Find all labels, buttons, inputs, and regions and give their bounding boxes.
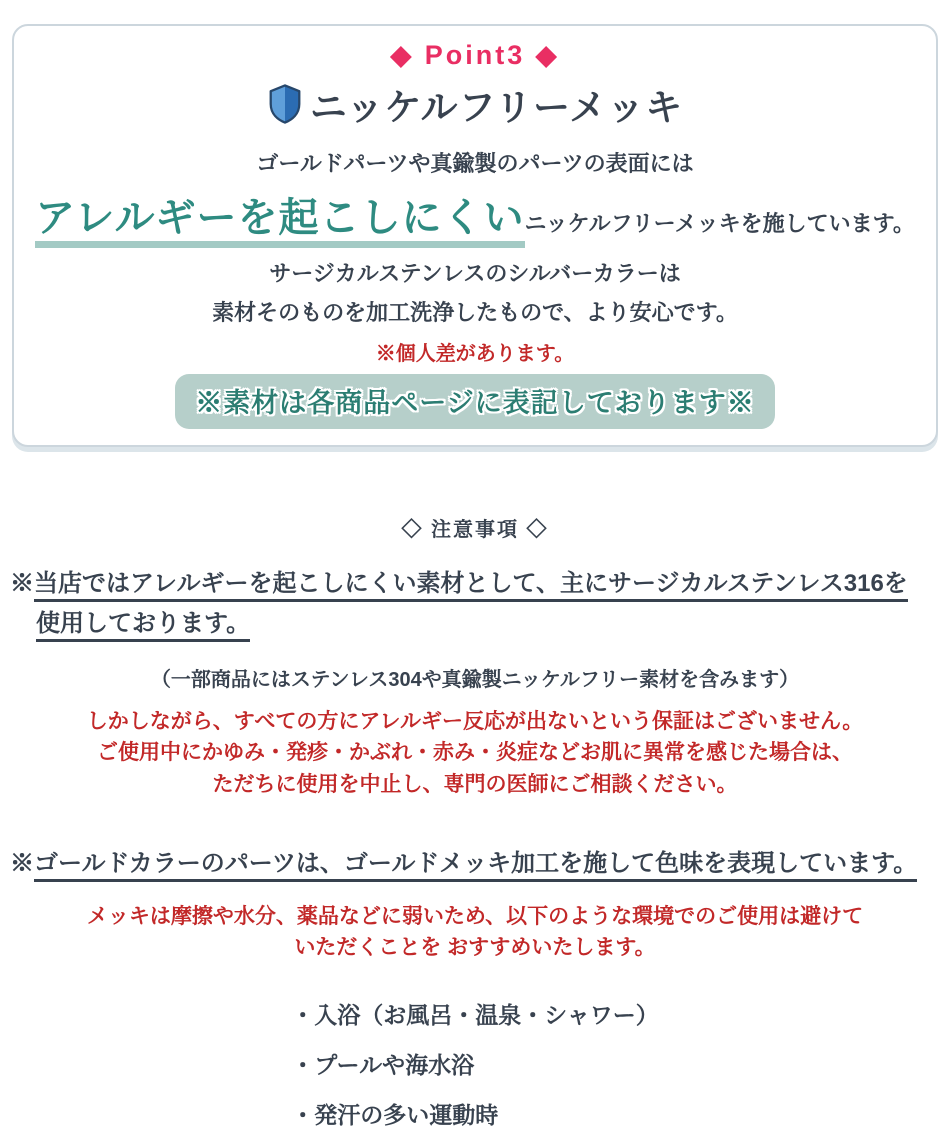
plating-warning-line: メッキは摩擦や水分、薬品などに弱いため、以下のような環境でのご使用は避けて (86, 904, 864, 928)
material-note (10, 568, 940, 641)
individual-difference-note: ※個人差があります。 (375, 343, 575, 365)
plating-warning (0, 901, 950, 964)
reference-mark: ※ (10, 850, 34, 878)
material-note-line1 (10, 568, 940, 600)
silver-line-1: サージカルステンレスのシルバーカラーは (269, 261, 681, 286)
highlight-text: アレルギーを起こしにくい (35, 196, 524, 248)
material-badge-row (22, 374, 928, 429)
notice-section (0, 513, 950, 1147)
material-note-text1: 当店ではアレルギーを起こしにくい素材として、主にサージカルステンレス316を (34, 570, 908, 602)
point3-kicker: ◆ Point3 ◆ (390, 40, 560, 70)
panel-title: ニッケルフリーメッキ (309, 87, 684, 128)
product-info-page (0, 24, 950, 1147)
plating-warning-line: いただくことを おすすめいたします。 (294, 936, 656, 960)
highlight-suffix: ニッケルフリーメッキを施しています。 (524, 211, 915, 236)
gold-note (10, 848, 940, 880)
highlight-line (22, 186, 928, 243)
reference-mark: ※ (10, 570, 34, 597)
material-note-text2: 使用しております。 (36, 610, 250, 642)
gold-note-text: ゴールドカラーのパーツは、ゴールドメッキ加工を施して色味を表現しています。 (34, 850, 917, 882)
allergy-warning (0, 706, 950, 801)
material-badge: ※素材は各商品ページに表記しております※ (175, 374, 774, 429)
allergy-warning-line: しかしながら、すべての方にアレルギー反応が出ないという保証はございません。 (86, 709, 864, 733)
silver-line-2: 素材そのものを加工洗浄したもので、より安心です。 (212, 300, 738, 325)
avoid-item-sweat: ・発汗の多い運動時 (291, 1101, 499, 1128)
point3-panel (12, 24, 938, 447)
avoid-list (291, 980, 659, 1147)
material-note-line2 (10, 608, 940, 640)
intro-line: ゴールドパーツや真鍮製のパーツの表面には (256, 151, 694, 176)
avoid-list-wrap (0, 980, 950, 1147)
avoid-item-bath: ・入浴（お風呂・温泉・シャワー） (291, 1001, 659, 1028)
shield-icon (267, 84, 303, 124)
paren-note: （一部商品にはステンレス304や真鍮製ニッケルフリー素材を含みます） (150, 668, 800, 691)
allergy-warning-line: ただちに使用を中止し、専門の医師にご相談ください。 (212, 772, 738, 796)
allergy-warning-line: ご使用中にかゆみ・発疹・かぶれ・赤み・炎症などお肌に異常を感じた場合は、 (97, 741, 853, 765)
panel-title-row (22, 77, 928, 131)
avoid-item-pool: ・プールや海水浴 (291, 1051, 475, 1078)
notice-heading: ◇ 注意事項 ◇ (401, 519, 549, 541)
